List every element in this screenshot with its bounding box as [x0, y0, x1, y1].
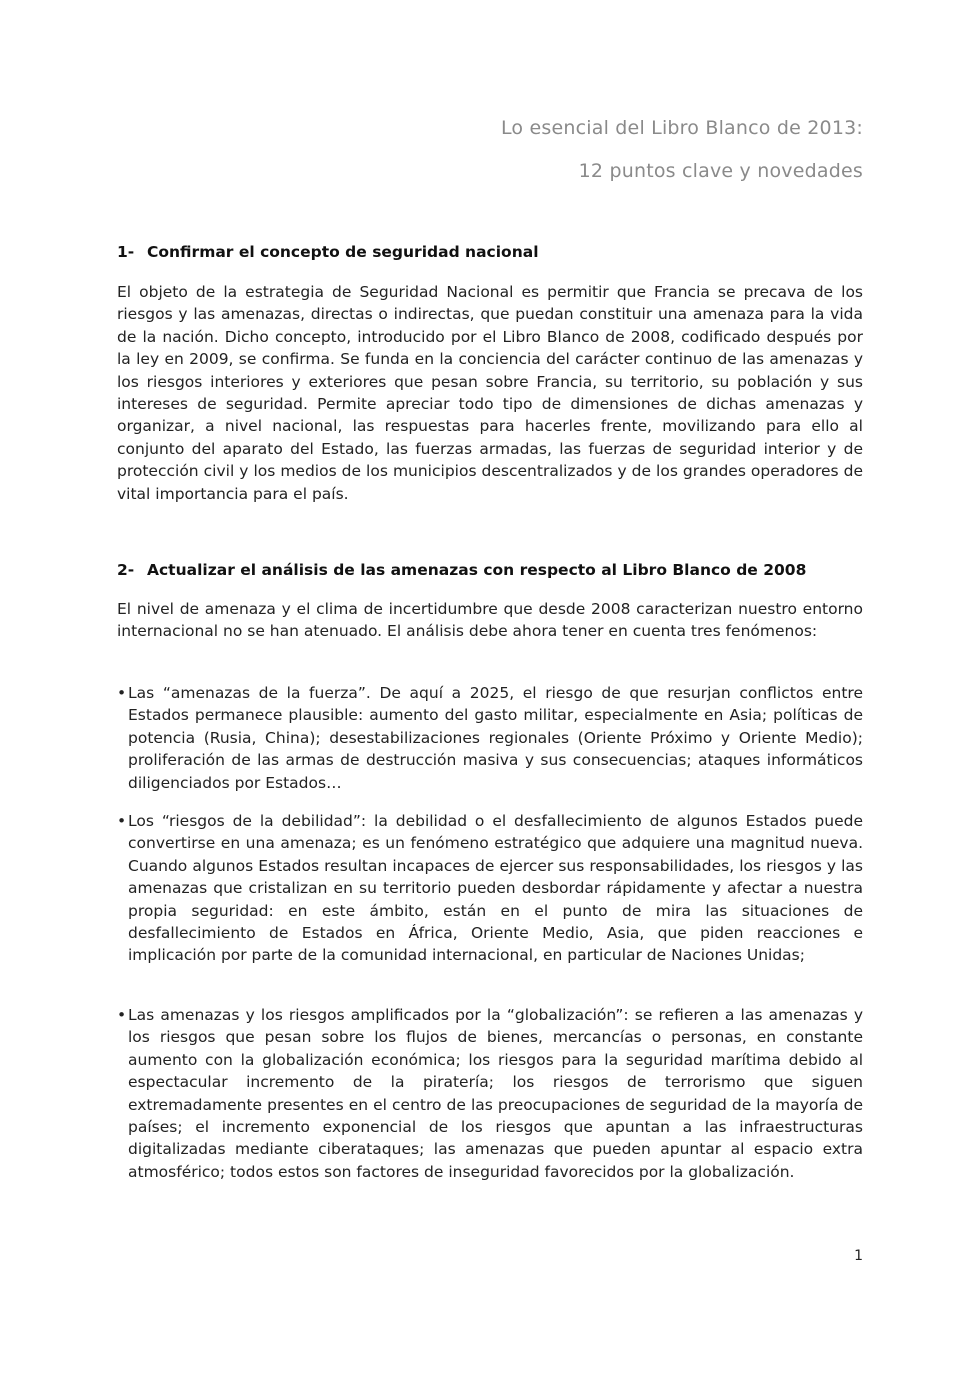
document-title: Lo esencial del Libro Blanco de 2013:: [500, 117, 863, 139]
page-number: 1: [854, 1248, 863, 1264]
list-item: [117, 682, 863, 794]
section-2-heading: [117, 561, 806, 579]
section-1-heading: [117, 243, 539, 261]
section-1-number: 1-: [117, 243, 135, 261]
section-2-title: Actualizar el análisis de las amenazas con respecto al Libro Blanco de 2008: [147, 561, 807, 579]
bullet-icon: •: [117, 1006, 127, 1024]
bullet-icon: •: [117, 684, 127, 702]
section-2-paragraph: El nivel de amenaza y el clima de incertidumbre que desde 2008 caracterizan nuestro entorno internacional no se han atenuado. El análisis debe ahora tener en cuenta tres fenómenos:: [117, 600, 863, 641]
list-item: [117, 810, 863, 967]
section-1-title: Confirmar el concepto de seguridad nacional: [147, 243, 539, 261]
list-item-text: Los “riesgos de la debilidad”: la debilidad o el desfallecimiento de algunos Estados puede convertirse en una amenaza; es un fenómeno estratégico que adquiere una magnitud nueva. Cuando algunos Estados resultan incapaces de ejercer sus responsabilidades, los riesgos y las amenazas que cristalizan en su territorio pueden desbordar rápidamente y afectar a nuestra propia seguridad: en este ámbito, están en el punto de mira las situaciones de desfallecimiento de Estados en África, Oriente Medio, Asia, que piden reacciones e implicación por parte de la comunidad internacional, en particular de Naciones Unidas;: [128, 812, 863, 965]
list-item-text: Las “amenazas de la fuerza”. De aquí a 2025, el riesgo de que resurjan conflictos entre Estados permanece plausible: aumento del gasto militar, especialmente en Asia; políticas de potencia (Rusia, China); desestabilizaciones regionales (Oriente Próximo y Oriente Medio); proliferación de las armas de destrucción masiva y sus consecuencias; ataques informáticos diligenciados por Estados…: [128, 684, 863, 792]
list-item: [117, 1004, 863, 1183]
document-subtitle: 12 puntos clave y novedades: [578, 160, 863, 182]
section-2-number: 2-: [117, 561, 135, 579]
section-1-paragraph: El objeto de la estrategia de Seguridad Nacional es permitir que Francia se precava de los riesgos y las amenazas, directas o indirectas, que puedan constituir una amenaza para la vida de la nación. Dicho concepto, introducido por el Libro Blanco de 2008, codificado después por la ley en 2009, se confirma. Se funda en la conciencia del carácter continuo de las amenazas y los riesgos interiores y exteriores que pesan sobre Francia, su territorio, su población y sus intereses de seguridad. Permite apreciar todo tipo de dimensiones de dichas amenazas y organizar, a nivel nacional, las respuestas para hacerles frente, movilizando para ello al conjunto del aparato del Estado, las fuerzas armadas, las fuerzas de seguridad interior y de protección civil y los medios de los municipios descentralizados y de los grandes operadores de vital importancia para el país.: [117, 283, 863, 503]
bullet-icon: •: [117, 812, 127, 830]
list-item-text: Las amenazas y los riesgos amplificados por la “globalización”: se refieren a las amenazas y los riesgos que pesan sobre los flujos de bienes, mercancías o personas, en constante aumento con la globalización económica; los riesgos para la seguridad marítima debido al espectacular incremento de la piratería; los riesgos de terrorismo que siguen extremadamente presentes en el centro de las preocupaciones de seguridad de la mayoría de países; el incremento exponencial de los riesgos que apuntan a las infraestructuras digitalizadas mediante ciberataques; las amenazas que pueden apuntar al espacio extra atmosférico; todos estos son factores de inseguridad favorecidos por la globalización.: [128, 1006, 863, 1181]
